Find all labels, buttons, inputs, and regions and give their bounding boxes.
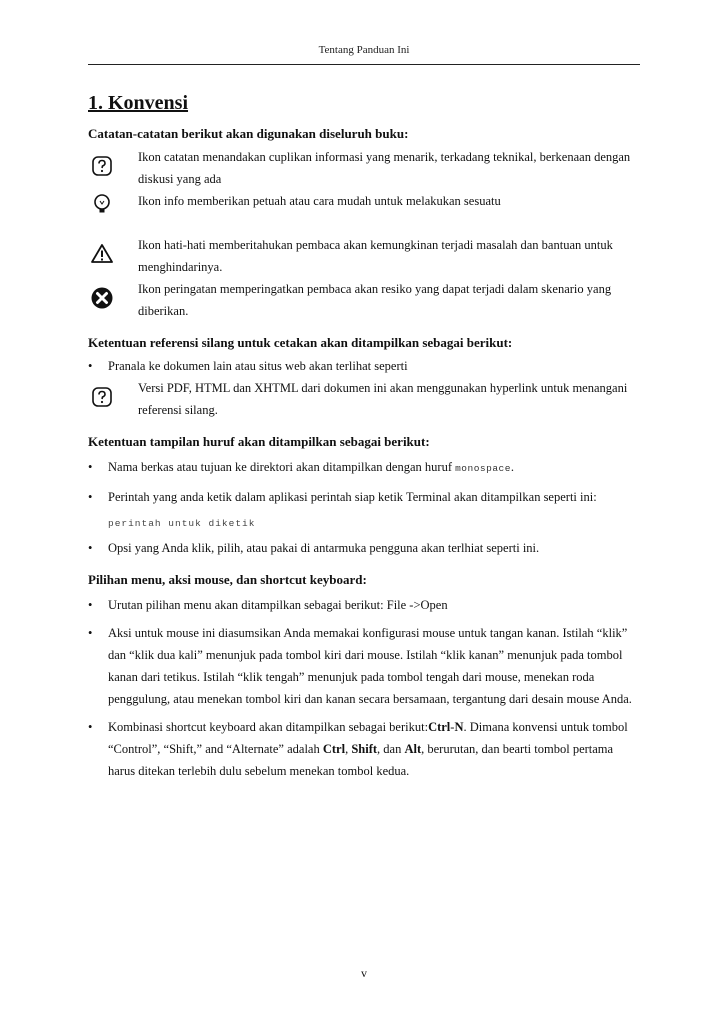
tip-notice: [88, 190, 643, 234]
menus-bullet-3: [88, 716, 643, 782]
caution-text: Ikon hati-hati memberitahukan pembaca akan kemungkinan terjadi masalah dan bantuan untuk menghindarinya.: [138, 238, 613, 274]
shortcut-n: N: [454, 720, 464, 734]
menus-b1-text: Urutan pilihan menu akan ditampilkan sebagai berikut: File ->Open: [108, 598, 448, 612]
typography-b2-text: Perintah yang anda ketik dalam aplikasi perintah siap ketik Terminal akan ditampilkan seperti ini:: [108, 490, 597, 504]
crossref-note: [88, 377, 643, 421]
bullet: •: [88, 541, 93, 555]
typography-b3-text: Opsi yang Anda klik, pilih, atau pakai di antarmuka pengguna akan terlhiat seperti ini.: [108, 541, 540, 555]
typography-b1-text: Nama berkas atau tujuan ke direktori akan ditampilkan dengan huruf: [108, 460, 456, 474]
caution-triangle-icon: [90, 242, 114, 266]
warning-text: Ikon peringatan memperingatkan pembaca akan resiko yang dapat terjadi dalam skenario yang diberikan.: [138, 282, 612, 318]
typography-b1-end: .: [510, 460, 515, 474]
key-shift: Shift: [351, 742, 378, 756]
warning-notice: [88, 278, 643, 322]
note-text: Ikon catatan menandakan cuplikan informasi yang menarik, terkadang teknikal, berkenaan dengan diskusi yang ada: [138, 150, 631, 186]
menus-b3-comma2: , dan: [377, 742, 405, 756]
note-icon: [90, 154, 114, 178]
crossref-note-text: Versi PDF, HTML dan XHTML dari dokumen ini akan menggunakan hyperlink untuk menangani referensi silang.: [138, 381, 628, 417]
command-sample: perintah untuk diketik: [108, 518, 256, 529]
typography-bullet-1: [88, 456, 643, 480]
caution-notice: [88, 234, 643, 278]
crossref-bullet: [88, 355, 643, 377]
shortcut-ctrl: Ctrl: [428, 720, 451, 734]
monospace-sample: monospace: [455, 463, 511, 474]
menus-b3-b: . Dimana konvensi untuk tombol “Control”, “Shift,” and “Alternate” adalah: [108, 720, 628, 756]
page-content: [88, 92, 643, 782]
shortcut-dash: -: [450, 720, 455, 734]
bullet: •: [88, 720, 93, 734]
key-alt: Alt: [404, 742, 422, 756]
running-header: Tentang Panduan Ini: [318, 44, 410, 56]
menus-b3-comma1: ,: [345, 742, 352, 756]
key-ctrl: Ctrl: [322, 742, 346, 756]
typography-heading: Ketentuan tampilan huruf akan ditampilkan sebagai berikut:: [88, 434, 430, 449]
lightbulb-icon: [90, 192, 114, 216]
note-notice: [88, 146, 643, 190]
notices-heading: Catatan-catatan berikut akan digunakan diseluruh buku:: [88, 126, 409, 141]
header-rule: [88, 64, 640, 65]
crossref-bullet-text: Pranala ke dokumen lain atau situs web akan terlihat seperti: [108, 359, 408, 373]
typography-bullet-3: [88, 537, 643, 559]
bullet: •: [88, 460, 93, 474]
menus-b2-text: Aksi untuk mouse ini diasumsikan Anda memakai konfigurasi mouse untuk tangan kanan. Istilah “klik” dan “klik dua kali” menunjuk pada tombol kiri dari mouse. Istilah “klik kanan” menunjuk pada tombol kanan dari tetikus. Istilah “klik tengah” menunjuk pada tombol tengah dari mouse, menekan roda penggulung, atau menekan tombol kiri dan kanan secara bersamaan, tergantung dari desain mouse Anda.: [108, 626, 632, 706]
typography-bullet-2: [88, 486, 643, 508]
note-icon: [90, 385, 114, 409]
page-number: v: [361, 966, 367, 980]
menus-bullet-1: [88, 594, 643, 616]
menus-bullet-2: [88, 622, 643, 710]
bullet: •: [88, 359, 93, 373]
bullet: •: [88, 598, 93, 612]
chapter-title: 1. Konvensi: [88, 92, 189, 114]
menus-heading: Pilihan menu, aksi mouse, dan shortcut keyboard:: [88, 572, 367, 587]
bullet: •: [88, 626, 93, 640]
crossref-heading: Ketentuan referensi silang untuk cetakan akan ditampilkan sebagai berikut:: [88, 335, 513, 350]
menus-b3-c: , berurutan, dan bearti tombol pertama harus ditekan terlebih dulu sebelum menekan tombol kedua.: [108, 742, 614, 778]
bullet: •: [88, 490, 93, 504]
warning-x-icon: [90, 286, 114, 310]
tip-text: Ikon info memberikan petuah atau cara mudah untuk melakukan sesuatu: [138, 194, 501, 208]
menus-b3-a: Kombinasi shortcut keyboard akan ditampilkan sebagai berikut:: [108, 720, 429, 734]
